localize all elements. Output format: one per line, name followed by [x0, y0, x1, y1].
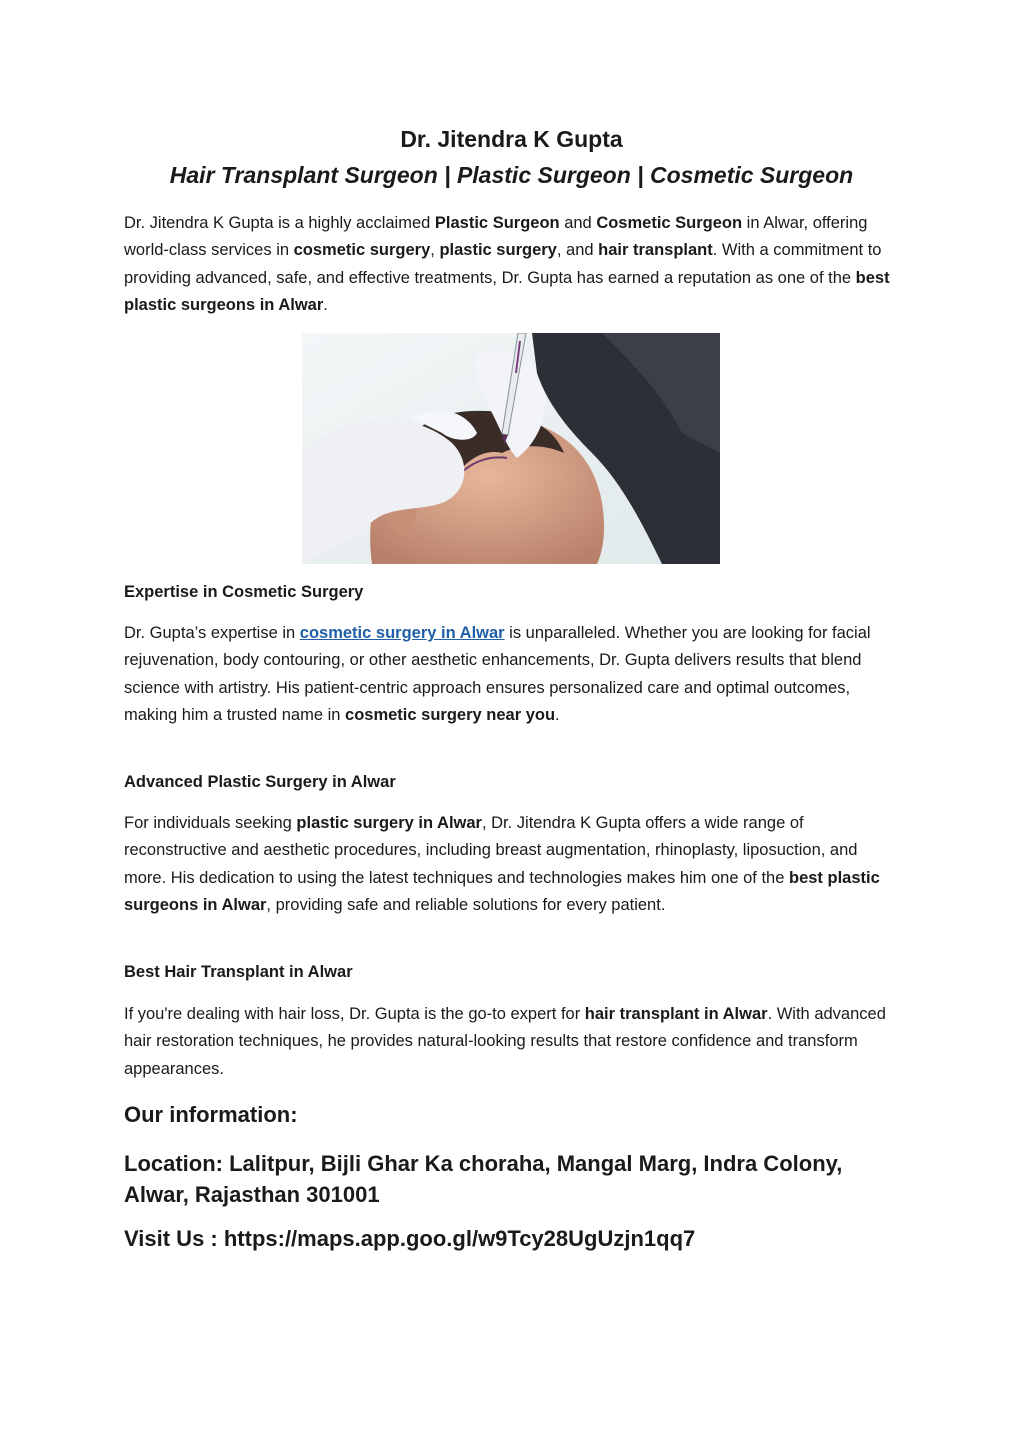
intro-paragraph	[124, 210, 904, 319]
cosmetic-text: is unparalleled. Whether you are looking for facial rejuvenation, body contouring, or other aesthetic enhancements, Dr. Gupta delivers results that blend science with artistry. His patient-centric approach ensures personalized care and optimal outcomes, making him a trusted name in	[124, 624, 871, 724]
intro-text: .	[323, 295, 328, 314]
hair-transplant-illustration	[302, 333, 720, 564]
visit-us-text: Visit Us : https://maps.app.goo.gl/w9Tcy28UgUzjn1qq7	[124, 1226, 696, 1251]
info-heading: Our information:	[124, 1102, 298, 1127]
location-text: Location: Lalitpur, Bijli Ghar Ka choraha, Mangal Marg, Indra Colony, Alwar, Rajasthan 301001	[124, 1151, 843, 1207]
cosmetic-text: .	[555, 705, 560, 724]
plastic-text: , Dr. Jitendra K Gupta offers a wide range of reconstructive and aesthetic procedures, including breast augmentation, rhinoplasty, liposuction, and more. His dedication to using the latest techniques and technologies makes him one of the	[124, 814, 858, 887]
section-heading-hair: Best Hair Transplant in Alwar	[124, 963, 353, 981]
intro-bold: plastic surgery	[439, 241, 557, 260]
plastic-bold: plastic surgery in Alwar	[296, 814, 482, 832]
hair-text: . With advanced hair restoration techniques, he provides natural-looking results that restore confidence and transform appearances.	[124, 1005, 886, 1078]
intro-text: . With a commitment to providing advanced, safe, and effective treatments, Dr. Gupta has earned a reputation as one of the	[124, 241, 882, 287]
section-heading-plastic: Advanced Plastic Surgery in Alwar	[124, 773, 396, 791]
cosmetic-bold: cosmetic surgery near you	[345, 705, 556, 724]
intro-bold: cosmetic surgery	[293, 241, 431, 260]
hair-transplant-photo	[302, 333, 720, 564]
page-subtitle: Hair Transplant Surgeon | Plastic Surgeon | Cosmetic Surgeon	[169, 162, 854, 188]
intro-text: , and	[556, 241, 599, 260]
cosmetic-paragraph	[124, 620, 904, 729]
intro-bold: Cosmetic Surgeon	[596, 214, 743, 232]
intro-bold: hair transplant	[598, 241, 713, 260]
hair-text: If you're dealing with hair loss, Dr. Gupta is the go-to expert for	[124, 1005, 585, 1023]
plastic-text: , providing safe and reliable solutions for every patient.	[266, 895, 666, 914]
section-heading-cosmetic: Expertise in Cosmetic Surgery	[124, 583, 364, 601]
plastic-paragraph	[124, 810, 904, 919]
hair-bold: hair transplant in Alwar	[584, 1005, 768, 1023]
page-title: Dr. Jitendra K Gupta	[400, 126, 623, 152]
intro-bold: Plastic Surgeon	[434, 214, 560, 232]
plastic-bold: best plastic surgeons in Alwar	[124, 868, 880, 914]
cosmetic-text: Dr. Gupta’s expertise in	[124, 624, 300, 642]
intro-text: Dr. Jitendra K Gupta is a highly acclaimed	[124, 214, 435, 232]
plastic-text: For individuals seeking	[124, 814, 297, 832]
intro-text: and	[559, 214, 597, 232]
intro-bold: best plastic surgeons in Alwar	[124, 268, 890, 314]
hair-paragraph	[124, 1001, 904, 1083]
intro-text: in Alwar, offering world-class services in	[124, 214, 868, 260]
cosmetic-surgery-link[interactable]: cosmetic surgery in Alwar	[299, 624, 505, 642]
intro-text: ,	[430, 241, 440, 260]
